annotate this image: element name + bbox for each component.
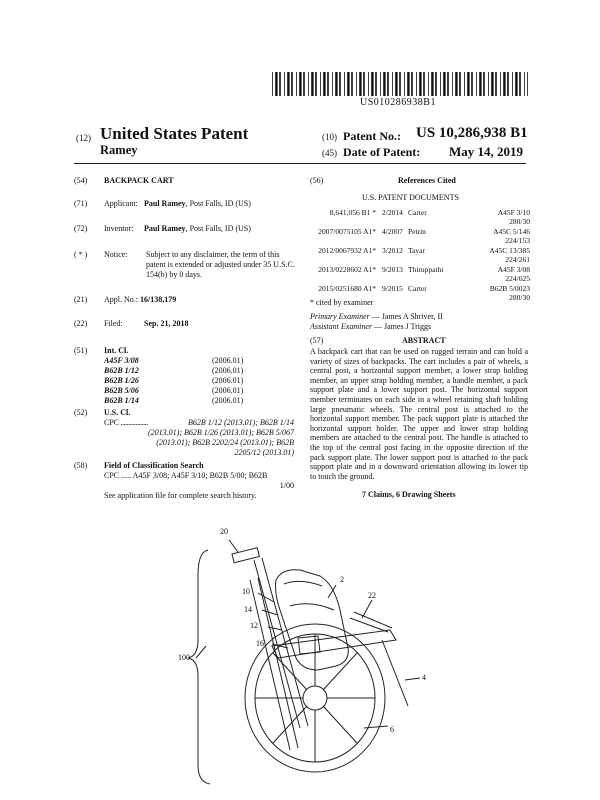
intcl-row: B62B 1/12 (2006.01) [104, 366, 244, 375]
label-6: 6 [390, 725, 394, 734]
label-4: 4 [422, 673, 426, 682]
assistant-examiner: Assistant Examiner — James J Triggs [310, 322, 432, 331]
appl-no-field: (21) Appl. No.: 16/138,179 [74, 295, 177, 304]
ref-name: Tayar [408, 246, 425, 255]
code-45: (45) [322, 148, 337, 158]
inventor-field: (72) Inventor: Paul Ramey, Post Falls, ID (US) [74, 224, 251, 233]
ref-class: B62B 5/0023 [489, 284, 530, 293]
refs-heading: (56) References Cited [310, 176, 456, 185]
notice-text: Subject to any disclaimer, the term of this patent is extended or adjusted under 35 U.S.C. 154(b) by 0 days. [146, 250, 295, 279]
ref-class: A45C 5/146 [493, 227, 530, 236]
label-16: 16 [256, 639, 264, 648]
ref-class2: 224/153 [505, 236, 530, 245]
label-20: 20 [220, 527, 228, 536]
cited-by-examiner: * cited by examiner [310, 298, 374, 307]
backpack [276, 570, 349, 670]
intcl-row: B62B 5/06 (2006.01) [104, 386, 244, 395]
filed-field: (22) Filed: Sep. 21, 2018 [74, 319, 189, 328]
intcl-row: B62B 1/14 (2006.01) [104, 396, 244, 405]
barcode [272, 72, 528, 96]
field-search-text: CPC ..... A45F 3/08; A45F 3/10; B62B 5/00; B62B 1/00 See application file for complete search history. [104, 471, 294, 500]
ref-class2: 280/30 [509, 293, 530, 302]
ref-number: 2015/0251680 A1* [318, 284, 376, 293]
abstract-text: A backpack cart that can be used on rugged terrain and can hold a variety of sizes of backpacks. The cart includes a pair of wheels, a central post, a horizontal support member, a lower strap holding member, an upper strap holding member, a handle member, a pack support plate and a lower support post. The horizontal support member terminates on each side in a wheel retaining shaft holding large pneumatic wheels. The central post is attached to the horizontal support member. The pack support plate is attached the horizontal support holder. The upper and lower strap holding members are attached to the central post. The handle is attached to the top of the central post facing in the opposite direction of the pack support plate. The lower support post is attached to the pack support plate and in a downward orientation allowing its lower tip to touch the ground. [310, 347, 528, 481]
ref-date: 9/2015 [382, 284, 403, 293]
ref-class2: 224/625 [505, 274, 530, 283]
lower-support-post [382, 640, 408, 706]
ref-class: A45C 13/385 [489, 246, 530, 255]
code-12: (12) [76, 133, 91, 143]
ref-number: 2007/0075105 A1* [318, 227, 376, 236]
notice-field: ( * ) Notice: [74, 250, 128, 259]
label-100: 100 [178, 653, 190, 662]
patent-type-title: United States Patent [100, 124, 249, 143]
ref-class2: 224/261 [505, 255, 530, 264]
refs-table [310, 208, 530, 302]
label-12: 12 [250, 621, 258, 630]
cpc-block: CPC .................. B62B 1/12 (2013.01); B62B 1/14 (2013.01); B62B 1/26 (2013.01); B62B 5/067 (2013.01); B62B 2202/24 (2013.01); B62B 2205/12 (2013.01) [104, 418, 294, 457]
ref-number: 2012/0067932 A1* [318, 246, 376, 255]
date-label: Date of Patent: [343, 145, 421, 159]
title-field: (54) BACKPACK CART [74, 176, 174, 185]
ref-number: 2013/0228602 A1* [318, 265, 376, 274]
patent-number: US 10,286,938 B1 [416, 125, 528, 141]
ref-number: 8,641,056 B1 * [329, 208, 376, 217]
applicant-field: (71) Applicant: Paul Ramey, Post Falls, ID (US) [74, 199, 251, 208]
ref-date: 2/2014 [382, 208, 403, 217]
ref-name: Carter [408, 284, 427, 293]
label-22: 22 [368, 591, 376, 600]
ref-name: Petrin [408, 227, 426, 236]
ref-class: A45F 3/08 [497, 265, 530, 274]
handle [232, 548, 308, 728]
label-14: 14 [244, 605, 252, 614]
abstract-heading: (57) ABSTRACT [310, 336, 446, 345]
field-search: (58) Field of Classification Search [74, 461, 204, 470]
intcl-row: A45F 3/08 (2006.01) [104, 356, 244, 365]
ref-date: 3/2012 [382, 246, 403, 255]
us-docs-label: U.S. PATENT DOCUMENTS [362, 193, 459, 202]
support-strut [350, 612, 392, 632]
ref-name: Thiruppathi [408, 265, 444, 274]
patent-figure [150, 520, 480, 790]
primary-examiner: Primary Examiner — James A Shriver, II [310, 312, 443, 321]
label-10: 10 [242, 587, 250, 596]
pack-support-plate [272, 630, 396, 658]
uscl-field: (52) U.S. Cl. [74, 408, 131, 417]
ref-date: 9/2013 [382, 265, 403, 274]
figure-brace [188, 550, 210, 784]
intcl-field: (51) Int. Cl. [74, 346, 129, 355]
patent-date: May 14, 2019 [449, 144, 524, 159]
ref-date: 4/2007 [382, 227, 403, 236]
ref-class: A45F 3/10 [497, 208, 530, 217]
barcode-number: US010286938B1 [360, 97, 436, 108]
inventor-surname: Ramey [100, 143, 138, 157]
patent-no-label: Patent No.: [343, 129, 401, 143]
ref-class2: 280/30 [509, 217, 530, 226]
label-2: 2 [340, 575, 344, 584]
header-rule [74, 163, 526, 164]
claims-sheets: 7 Claims, 6 Drawing Sheets [362, 490, 456, 499]
intcl-row: B62B 1/26 (2006.01) [104, 376, 244, 385]
ref-name: Carter [408, 208, 427, 217]
intcl-list [104, 356, 284, 406]
code-10: (10) [322, 132, 337, 142]
